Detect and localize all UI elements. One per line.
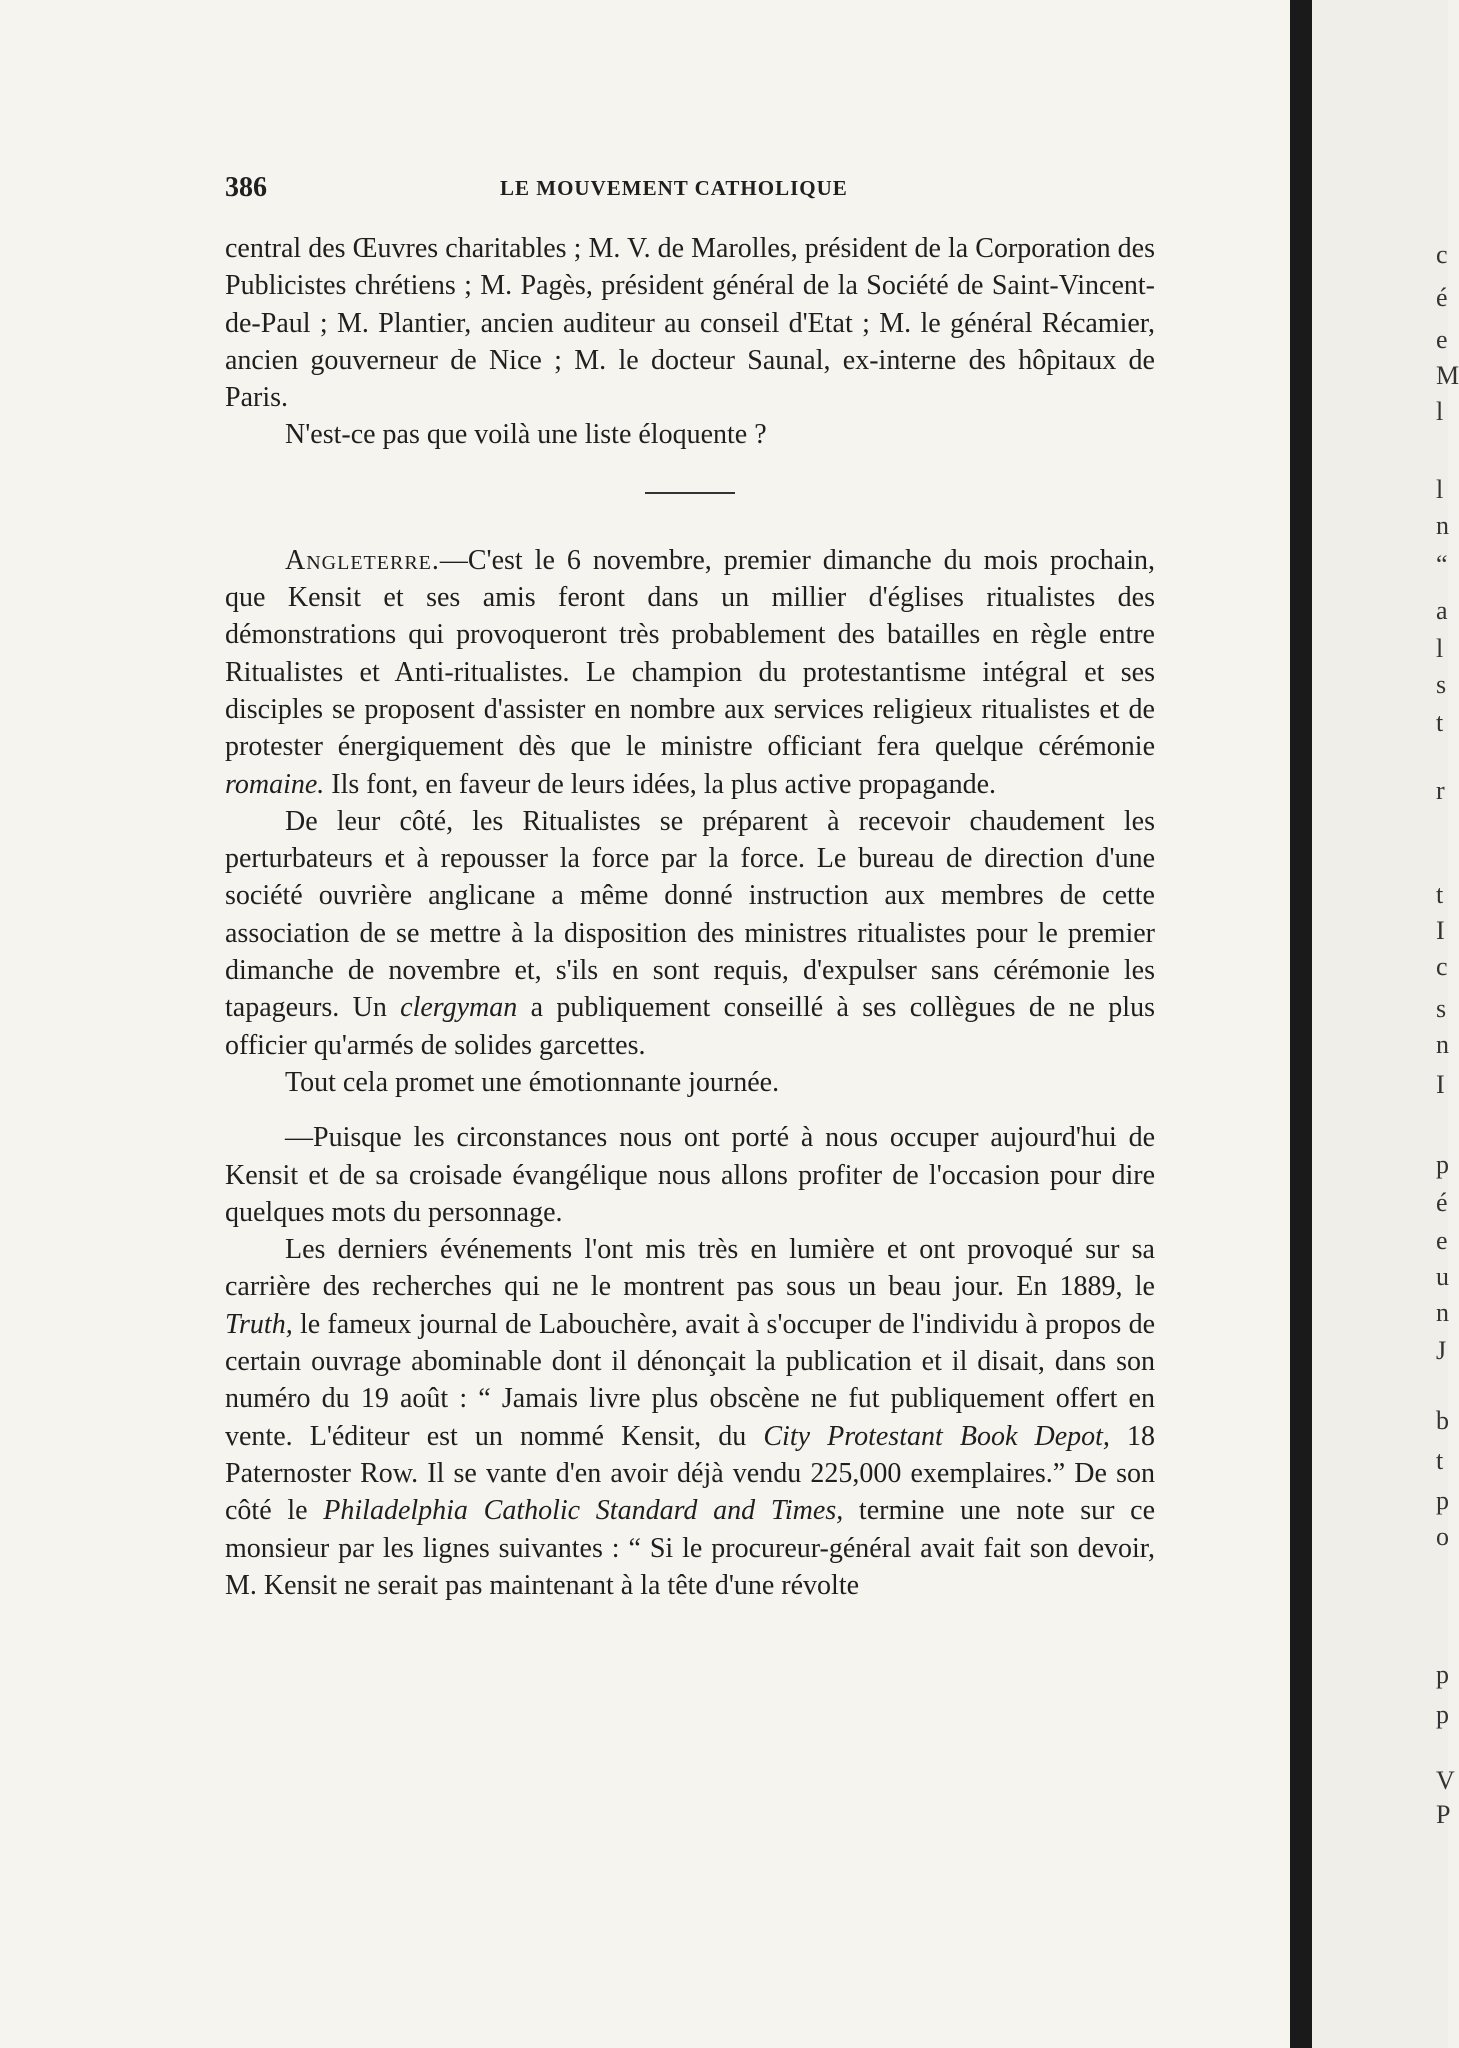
facing-page-fragment: u [1436, 1262, 1449, 1291]
facing-page-fragment: a [1436, 596, 1448, 625]
page-number: 386 [225, 172, 267, 203]
facing-page-fragment: o [1436, 1522, 1449, 1551]
facing-page-fragment: p [1436, 1486, 1449, 1515]
facing-page-fragment: P [1436, 1800, 1451, 1829]
facing-page-fragment: I [1436, 1070, 1445, 1099]
facing-page-edge [1312, 0, 1459, 2048]
section-lead: Angleterre. [285, 544, 440, 576]
paragraph-question: N'est-ce pas que voilà une liste éloquente ? [285, 419, 767, 451]
facing-page-fragment: s [1436, 670, 1447, 699]
facing-page-fragment: V [1436, 1766, 1455, 1795]
section-divider [645, 492, 735, 494]
body-text [225, 230, 1155, 1604]
facing-page-fragment: t [1436, 1446, 1444, 1475]
facing-page-fragment: l [1436, 475, 1444, 504]
facing-page-fragment: s [1436, 994, 1447, 1023]
facing-page-fragment: r [1436, 776, 1445, 805]
paragraph-continued: central des Œuvres charitables ; M. V. de Marolles, président de la Corporation des Publicistes chrétiens ; M. Pagès, président général de la Société de Saint-Vincent-de-Paul ; M. Plantier, ancien auditeur au conseil d'Etat ; M. le général Récamier, ancien gouverneur de Nice ; M. le docteur Saunal, ex-interne des hôpitaux de Paris. [225, 233, 1155, 414]
facing-page-fragment: é [1436, 283, 1448, 312]
facing-page-fragment: l [1436, 634, 1444, 663]
facing-page-fragment: e [1436, 1226, 1448, 1255]
facing-page-fragment: é [1436, 1188, 1448, 1217]
facing-page-fragment: c [1436, 240, 1448, 269]
running-head: LE MOUVEMENT CATHOLIQUE [500, 176, 848, 200]
facing-page-fragment: p [1436, 1700, 1449, 1729]
facing-page-fragment: “ [1436, 550, 1448, 579]
facing-page-fragment: t [1436, 880, 1444, 909]
facing-page-fragment: I [1436, 916, 1445, 945]
paragraph-angleterre: Angleterre.—C'est le 6 novembre, premier dimanche du mois prochain, que Kensit et ses amis feront dans un millier d'églises ritualistes des démonstrations qui provoqueront très probablement des batailles en règle entre Ritualistes et Anti-ritualistes. Le champion du protestantisme intégral et ses disciples se proposent d'assister en nombre aux services religieux ritualistes et de protester énergiquement dès que le ministre officiant fera quelque cérémonie romaine. Ils font, en faveur de leurs idées, la plus active propagande. [225, 544, 1155, 800]
facing-page-fragment: p [1436, 1660, 1449, 1689]
facing-page-fragment: e [1436, 325, 1448, 354]
facing-page-fragment: n [1436, 1030, 1449, 1059]
facing-page-fragment: c [1436, 952, 1448, 981]
paragraph-journee: Tout cela promet une émotionnante journée. [285, 1066, 780, 1098]
book-gutter [1290, 0, 1312, 2048]
facing-page-fragment: t [1436, 708, 1444, 737]
facing-page-fragment: b [1436, 1406, 1449, 1435]
facing-page-fragment: p [1436, 1150, 1449, 1179]
paragraph-ritualistes: De leur côté, les Ritualistes se préparent à recevoir chaudement les perturbateurs et à repousser la force par la force. Le bureau de direction d'une société ouvrière anglicane a même donné instruction aux membres de cette association de se mettre à la disposition des ministres ritualistes pour le premier dimanche de novembre et, s'ils en sont requis, d'expulser sans cérémonie les tapageurs. Un clergyman a publiquement conseillé à ses collègues de ne plus officier qu'armés de solides garcettes. [225, 805, 1155, 1061]
facing-page-fragment: J [1436, 1336, 1447, 1365]
facing-page-fragment: n [1436, 511, 1449, 540]
facing-page-fragment: M [1436, 361, 1459, 390]
facing-page-fragment: l [1436, 397, 1444, 426]
facing-page-fragment: n [1436, 1298, 1449, 1327]
paragraph-evenements: Les derniers événements l'ont mis très en lumière et ont provoqué sur sa carrière des recherches qui ne le montrent pas sous un beau jour. En 1889, le Truth, le fameux journal de Labouchère, avait à s'occuper de l'individu à propos de certain ouvrage abominable dont il dénonçait la publication et il disait, dans son numéro du 19 août : “ Jamais livre plus obscène ne fut publiquement offert en vente. L'éditeur est un nommé Kensit, du City Protestant Book Depot, 18 Paternoster Row. Il se vante d'en avoir déjà vendu 225,000 exemplaires.” De son côté le Philadelphia Catholic Standard and Times, termine une note sur ce monsieur par les lignes suivantes : “ Si le procureur-général avait fait son devoir, M. Kensit ne serait pas maintenant à la tête d'une révolte [225, 1234, 1156, 1601]
paragraph-kensit: —Puisque les circonstances nous ont porté à nous occuper aujourd'hui de Kensit et de sa croisade évangélique nous allons profiter de l'occasion pour dire quelques mots du personnage. [225, 1122, 1155, 1228]
page-header [225, 172, 1155, 208]
